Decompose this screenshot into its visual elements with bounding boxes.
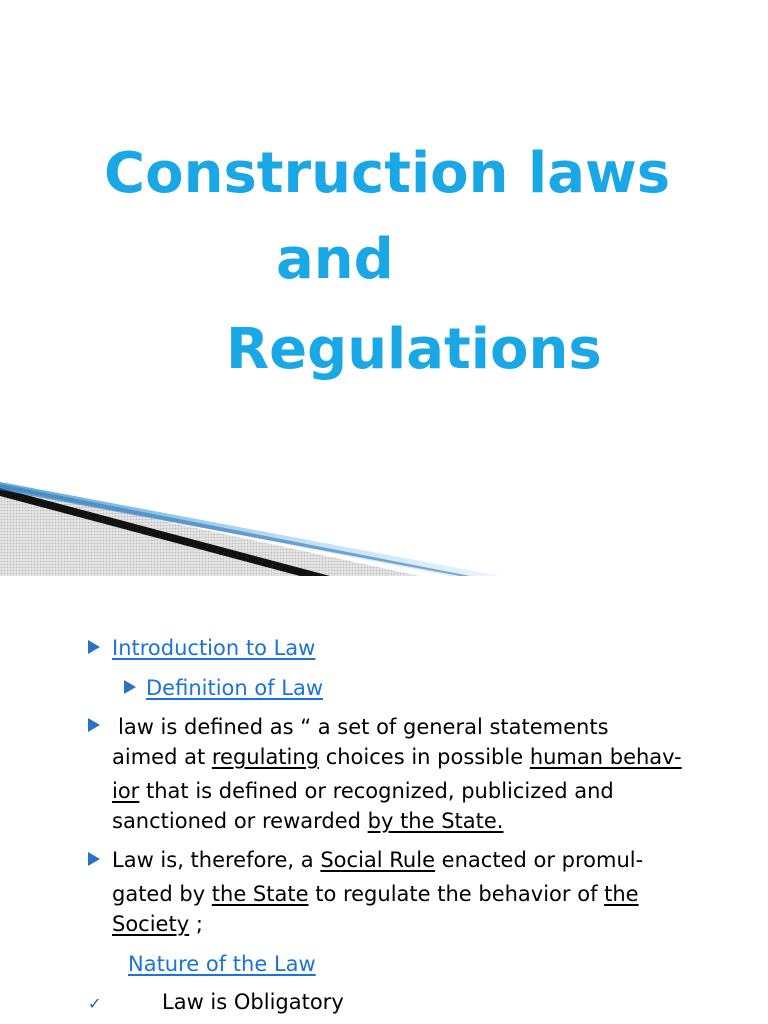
definition-of-law-link[interactable]: Definition of Law (146, 676, 324, 700)
title-line-2: and (276, 227, 394, 292)
title-line-1: Construction laws (104, 141, 671, 206)
sub-bullet-arrow-icon (124, 680, 136, 694)
title-line-3: Regulations (226, 317, 602, 382)
para2-line1: Law is, therefore, a Social Rule enacted or promul- (112, 848, 644, 872)
para1-line4: sanctioned or rewarded by the State. (112, 809, 504, 833)
para2-line3: Society ; (112, 912, 203, 936)
para1-line2: aimed at regulating choices in possible human behav- (112, 745, 682, 769)
decorative-swoosh (0, 470, 768, 576)
bullet-arrow-icon (88, 718, 100, 732)
bullet-arrow-icon (88, 640, 100, 654)
nature-of-the-law-link[interactable]: Nature of the Law (128, 952, 316, 976)
introduction-to-law-link[interactable]: Introduction to Law (112, 636, 316, 660)
check-item-law-obligatory: Law is Obligatory (162, 990, 344, 1014)
para1-line3: ior that is defined or recognized, publicized and (112, 779, 614, 803)
para2-line2: gated by the State to regulate the behavior of the (112, 882, 639, 906)
bullet-arrow-icon (88, 852, 100, 866)
para1-line1: law is defined as “ a set of general statements (118, 715, 609, 739)
checkmark-icon: ✓ (88, 994, 102, 1013)
content-slide (0, 576, 768, 1024)
